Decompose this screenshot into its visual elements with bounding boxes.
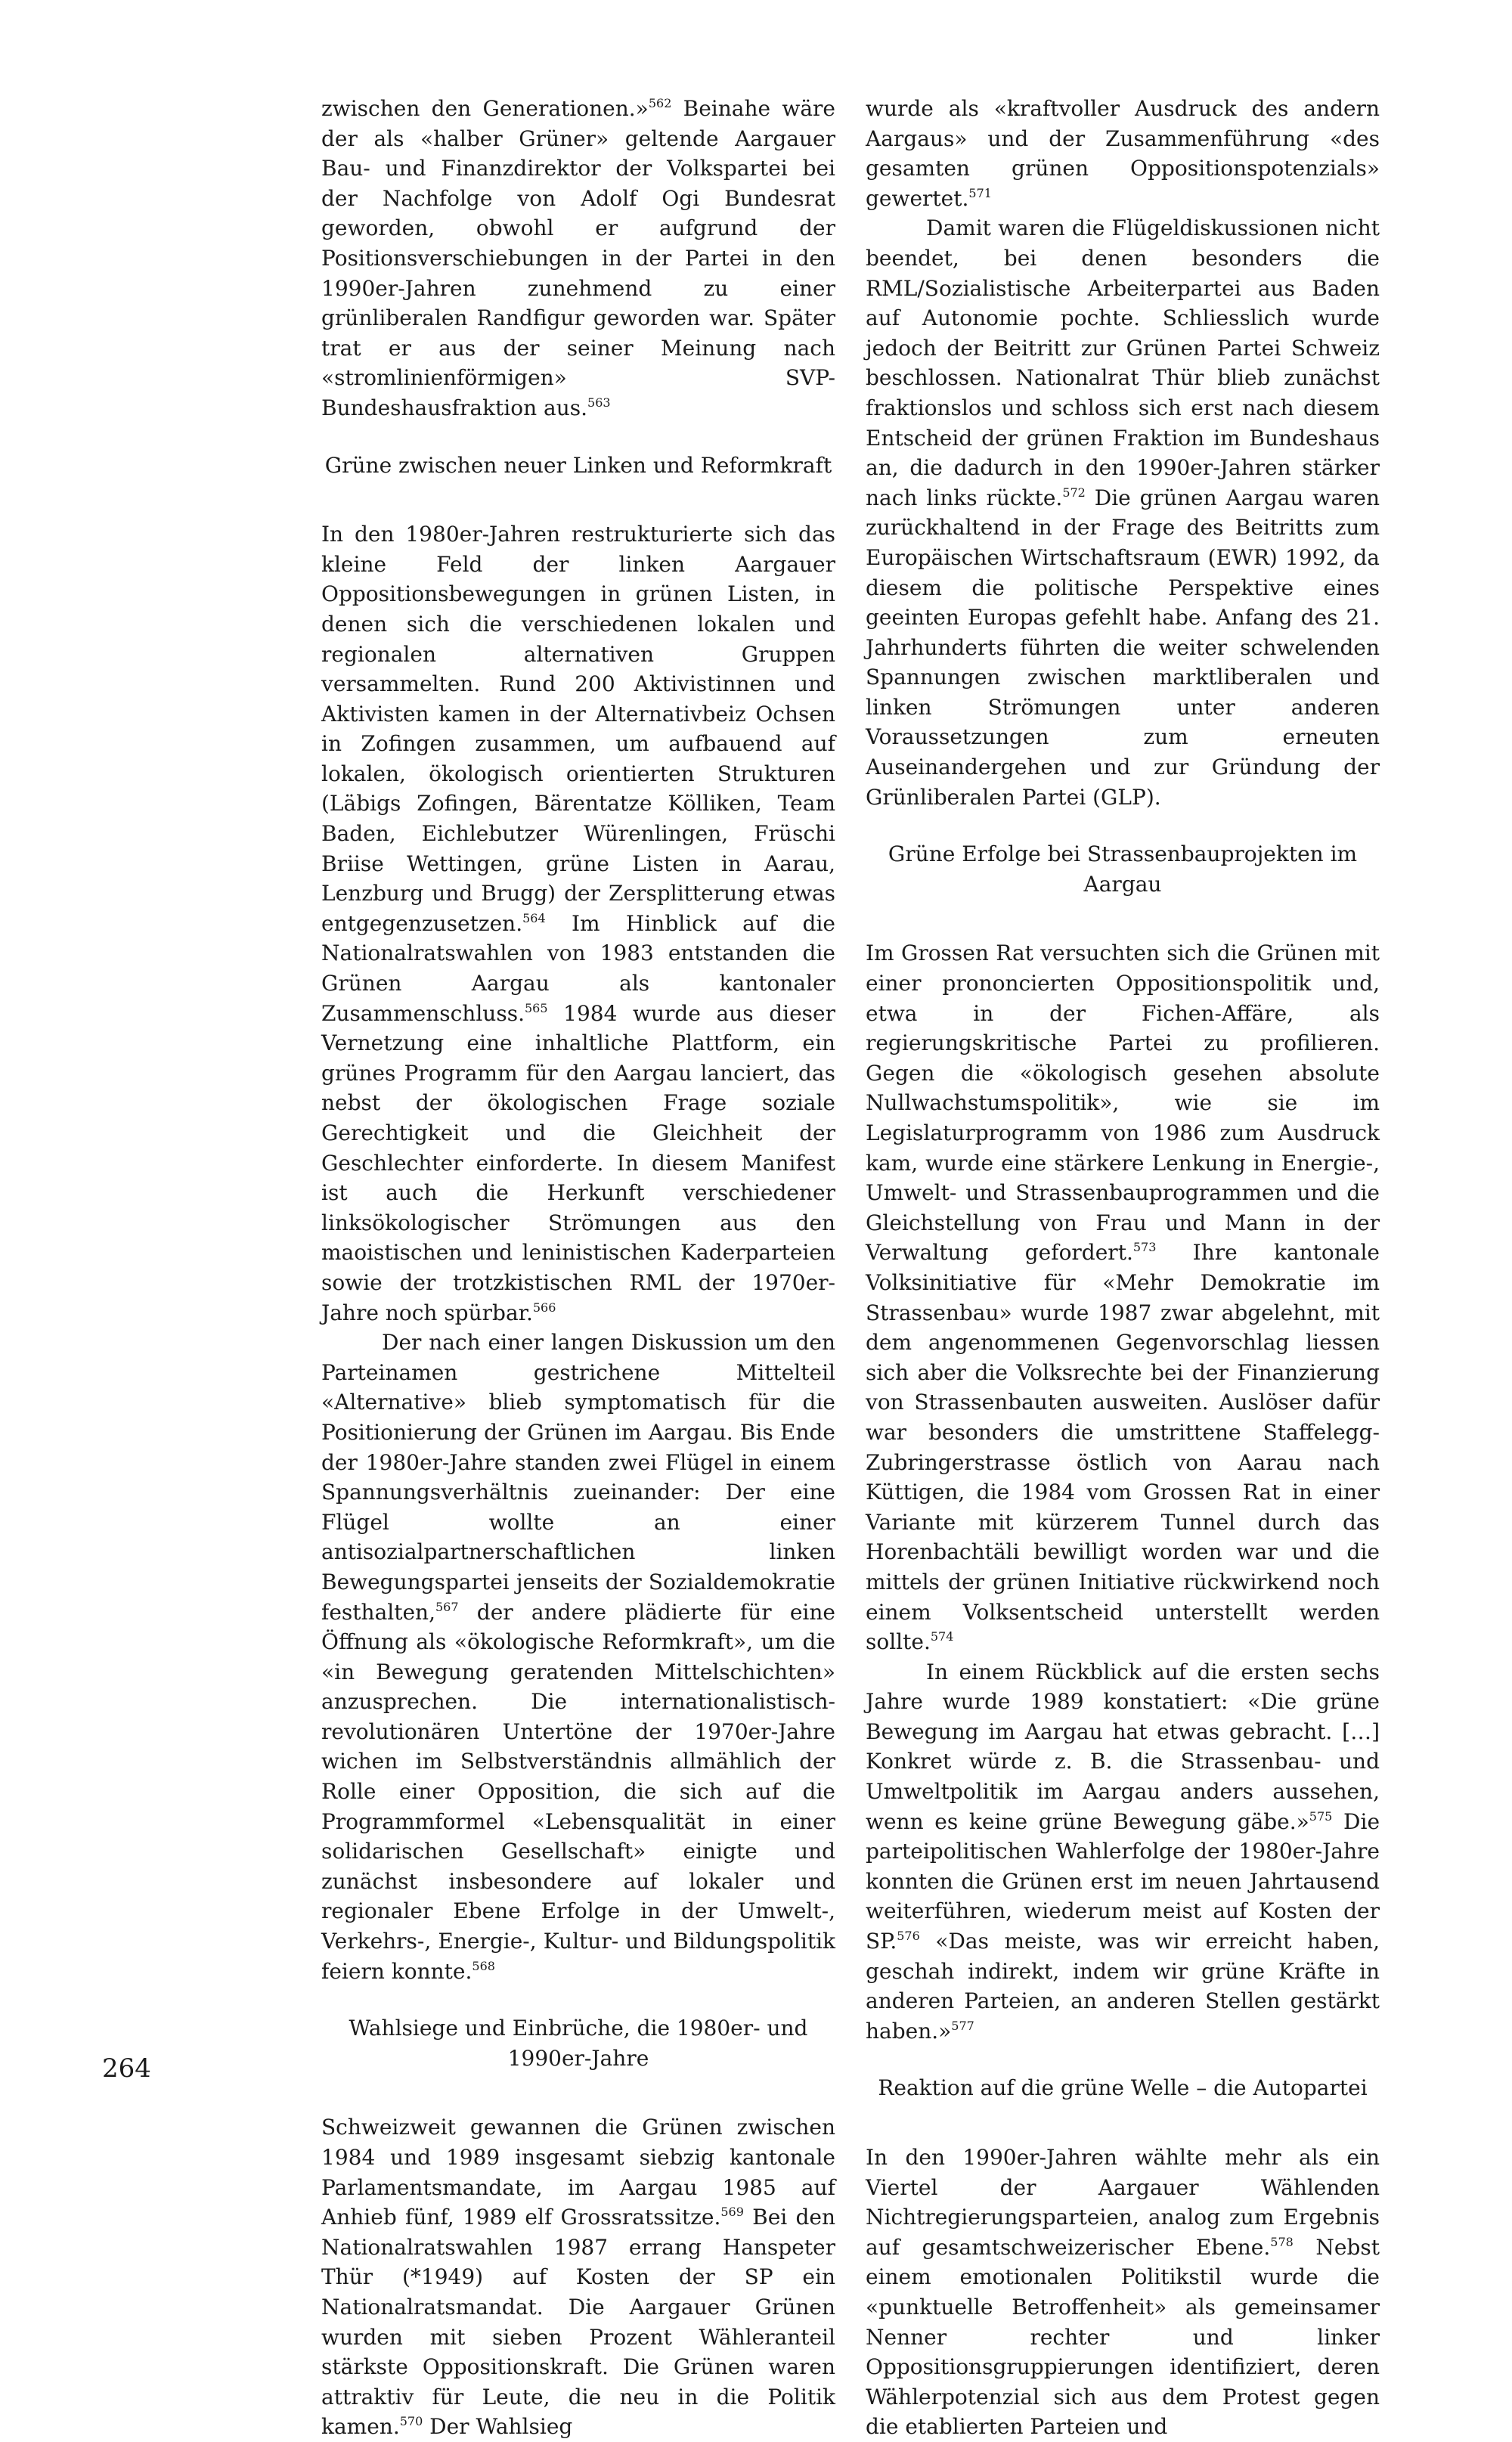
footnote-ref[interactable]: 577 bbox=[951, 2018, 974, 2033]
right-column bbox=[866, 94, 1380, 2442]
footnote-ref[interactable]: 565 bbox=[524, 1000, 548, 1015]
footnote-ref[interactable]: 569 bbox=[720, 2205, 744, 2220]
section-heading: Wahlsiege und Einbrüche, die 1980er- und 1990er-Jahre bbox=[349, 2016, 808, 2071]
footnote-ref[interactable]: 575 bbox=[1309, 1808, 1333, 1824]
footnote-ref[interactable]: 570 bbox=[399, 2414, 423, 2429]
footnote-ref[interactable]: 567 bbox=[435, 1599, 459, 1614]
paragraph: In den 1990er-Jahren wählte mehr als ein Viertel der Aargauer Wählenden Nichtregierungsparteien, analog zum Ergebnis auf gesamtschweizerischer Ebene.$^{578}$ Nebst einem emotionalen Politikstil wurde die «punktuelle Betroffenheit» als gemeinsamer Nenner rechter und linker Oppositionsgruppierungen identifiziert, deren Wählerpotenzial sich aus dem Protest gegen die etablierten Parteien und bbox=[866, 2145, 1380, 2440]
left-column bbox=[321, 94, 835, 2442]
footnote-ref[interactable]: 568 bbox=[472, 1958, 495, 1973]
paragraph: zwischen den Generationen.»$^{562}$ Beinahe wäre der als «halber Grüner» geltende Aargauer Bau- und Finanzdirektor der Volkspartei bei der Nachfolge von Adolf Ogi Bundesrat geworden, obwohl er aufgrund der Positionsverschiebungen in der Partei in den 1990er-Jahren zunehmend zu einer grünliberalen Randfigur geworden war. Später trat er aus der seiner Meinung nach «stromlinienförmigen» SVP-Bundeshausfraktion aus.$^{563}$ bbox=[321, 96, 835, 420]
footnote-ref[interactable]: 563 bbox=[587, 395, 611, 410]
footnote-ref[interactable]: 562 bbox=[648, 96, 672, 110]
footnote-ref[interactable]: 564 bbox=[522, 910, 546, 925]
footnote-ref[interactable]: 566 bbox=[532, 1300, 556, 1315]
footnote-ref[interactable]: 576 bbox=[897, 1929, 920, 1944]
paragraph: Im Grossen Rat versuchten sich die Grünen mit einer prononcierten Oppositionspolitik und, etwa in der Fichen-Affäre, als regierungskritische Partei zu profilieren. Gegen die «ökologisch gesehen absolute Nullwachstumspolitik», wie sie im Legislaturprogramm von 1986 zum Ausdruck kam, wurde eine stärkere Lenkung in Energie-, Umwelt- und Strassenbauprogrammen und die Gleichstellung von Frau und Mann in der Verwaltung gefordert.$^{573}$ Ihre kantonale Volksinitiative für «Mehr Demokratie im Strassenbau» wurde 1987 zwar abgelehnt, mit dem angenommenen Gegenvorschlag liessen sich aber die Volksrechte bei der Finanzierung von Strassenbauten ausweiten. Auslöser dafür war besonders die umstrittene Staffelegg-Zubringerstrasse östlich von Aarau nach Küttigen, die 1984 vom Grossen Rat in einer Variante mit kürzerem Tunnel durch das Horenbachtäli bewilligt worden war und die mittels der grünen Initiative rückwirkend noch einem Volksentscheid unterstellt werden sollte.$^{574}$ bbox=[866, 941, 1380, 1655]
footnote-ref[interactable]: 578 bbox=[1270, 2234, 1294, 2249]
paragraph: Schweizweit gewannen die Grünen zwischen 1984 und 1989 insgesamt siebzig kantonale Parlamentsmandate, im Aargau 1985 auf Anhieb fünf, 1989 elf Grossratssitze.$^{569}$ Bei den Nationalratswahlen 1987 errang Hanspeter Thür (*1949) auf Kosten der SP ein Nationalratsmandat. Die Aargauer Grünen wurden mit sieben Prozent Wähleranteil stärkste Oppositionskraft. Die Grünen waren attraktiv für Leute, die neu in die Politik kamen.$^{570}$ Der Wahlsieg bbox=[321, 2115, 835, 2440]
paragraph: wurde als «kraftvoller Ausdruck des andern Aargaus» und der Zusammenführung «des gesamten grünen Oppositionspotenzials» gewertet.$^{571}$ bbox=[866, 96, 1380, 211]
footnote-ref[interactable]: 571 bbox=[968, 185, 992, 200]
paragraph: Damit waren die Flügeldiskussionen nicht beendet, bei denen besonders die RML/Sozialistische Arbeiterpartei aus Baden auf Autonomie pochte. Schliesslich wurde jedoch der Beitritt zur Grünen Partei Schweiz beschlossen. Nationalrat Thür blieb zunächst fraktionslos und schloss sich erst nach diesem Entscheid der grünen Fraktion im Bundeshaus an, die dadurch in den 1990er-Jahren stärker nach links rückte.$^{572}$ Die grünen Aargau waren zurückhaltend in der Frage des Beitritts zum Europäischen Wirtschaftsraum (EWR) 1992, da diesem die politische Perspektive eines geeinten Europas gefehlt habe. Anfang des 21. Jahrhunderts führten die weiter schwelenden Spannungen zwischen marktliberalen und linken Strömungen unter anderen Voraussetzungen zum erneuten Auseinandergehen und zur Gründung der Grünliberalen Partei (GLP). bbox=[866, 215, 1380, 810]
footnote-ref[interactable]: 573 bbox=[1132, 1240, 1157, 1255]
section-heading: Grüne Erfolge bei Strassenbauprojekten im Aargau bbox=[888, 841, 1358, 897]
section-heading: Reaktion auf die grüne Welle – die Autopartei bbox=[878, 2075, 1368, 2101]
paragraph: In den 1980er-Jahren restrukturierte sich das kleine Feld der linken Aargauer Oppositionsbewegungen in grünen Listen, in denen sich die verschiedenen lokalen und regionalen alternativen Gruppen versammelten. Rund 200 Aktivistinnen und Aktivisten kamen in der Alternativbeiz Ochsen in Zofingen zusammen, um aufbauend auf lokalen, ökologisch orientierten Strukturen (Läbigs Zofingen, Bärentatze Kölliken, Team Baden, Eichlebutzer Würenlingen, Früschi Briise Wettingen, grüne Listen in Aarau, Lenzburg und Brugg) der Zersplitterung etwas entgegenzusetzen.$^{564}$ Im Hinblick auf die Nationalratswahlen von 1983 entstanden die Grünen Aargau als kantonaler Zusammenschluss.$^{565}$ 1984 wurde aus dieser Vernetzung eine inhaltliche Plattform, ein grünes Programm für den Aargau lanciert, das nebst der ökologischen Frage soziale Gerechtigkeit und die Gleichheit der Geschlechter einforderte. In diesem Manifest ist auch die Herkunft verschiedener linksökologischer Strömungen aus den maoistischen und leninistischen Kaderparteien sowie der trotzkistischen RML der 1970er-Jahre noch spürbar.$^{566}$ bbox=[321, 522, 835, 1325]
footnote-ref[interactable]: 572 bbox=[1062, 485, 1086, 500]
paragraph: Der nach einer langen Diskussion um den Parteinamen gestrichene Mittelteil «Alternative» blieb symptomatisch für die Positionierung der Grünen im Aargau. Bis Ende der 1980er-Jahre standen zwei Flügel in einem Spannungsverhältnis zueinander: Der eine Flügel wollte an einer antisozialpartnerschaftlichen linken Bewegungspartei jenseits der Sozialdemokratie festhalten,$^{567}$ der andere plädierte für eine Öffnung als «ökologische Reformkraft», um die «in Bewegung geratenden Mittelschichten» anzusprechen. Die internationalistisch-revolutionären Untertöne der 1970er-Jahre wichen im Selbstverständnis allmählich der Rolle einer Opposition, die sich auf die Programmformel «Lebensqualität in einer solidarischen Gesellschaft» einigte und zunächst insbesondere auf lokaler und regionaler Ebene Erfolge in der Umwelt-, Verkehrs-, Energie-, Kultur- und Bildungspolitik feiern konnte.$^{568}$ bbox=[321, 1330, 835, 1984]
page-number: 264 bbox=[102, 2053, 151, 2084]
section-heading: Grüne zwischen neuer Linken und Reformkraft bbox=[324, 452, 832, 478]
footnote-ref[interactable]: 574 bbox=[930, 1629, 954, 1644]
paragraph: In einem Rückblick auf die ersten sechs Jahre wurde 1989 konstatiert: «Die grüne Bewegung im Aargau hat etwas gebracht. […] Konkret würde z. B. die Strassenbau- und Umweltpolitik im Aargau anders aussehen, wenn es keine grüne Bewegung gäbe.»$^{575}$ Die parteipolitischen Wahlerfolge der 1980er-Jahre konnten die Grünen erst im neuen Jahrtausend weiterführen, wiederum meist auf Kosten der SP.$^{576}$ «Das meiste, was wir erreicht haben, geschah indirekt, indem wir grüne Kräfte in anderen Parteien, an anderen Stellen gestärkt haben.»$^{577}$ bbox=[866, 1659, 1380, 2044]
